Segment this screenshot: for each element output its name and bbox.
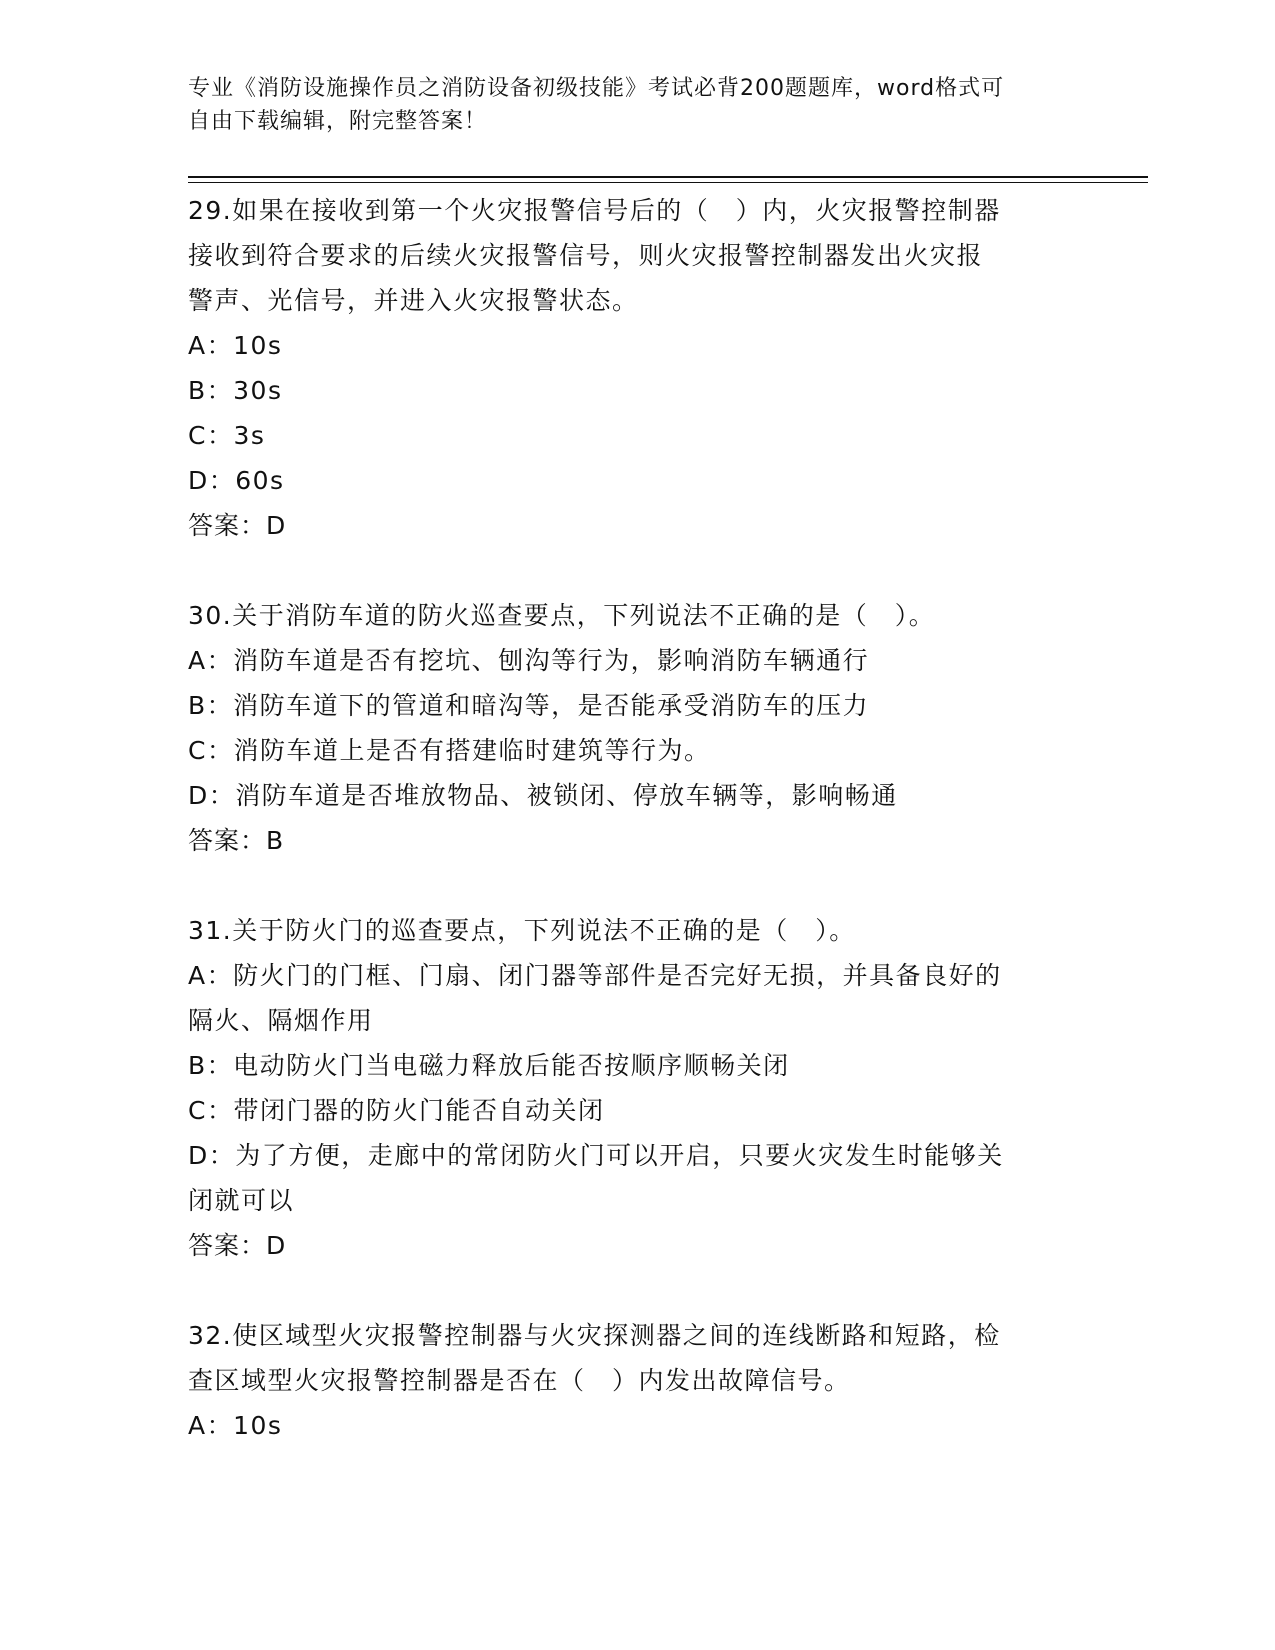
header-rule-thick [188, 176, 1148, 178]
question-30 [188, 593, 1068, 908]
option-d: D：60s [188, 466, 285, 495]
option-b: B：消防车道下的管道和暗沟等，是否能承受消防车的压力 [188, 691, 870, 720]
answer-line: 答案：D [188, 1231, 287, 1260]
option-a: A：10s [188, 1411, 283, 1440]
header-line-2: 自由下载编辑，附完整答案！ [188, 109, 488, 134]
answer-line: 答案：B [188, 826, 285, 855]
question-stem-line: 32.使区域型火灾报警控制器与火灾探测器之间的连线断路和短路，检 [188, 1321, 1001, 1350]
option-a: A：消防车道是否有挖坑、刨沟等行为，影响消防车辆通行 [188, 646, 870, 675]
question-stem-line: 29.如果在接收到第一个火灾报警信号后的（ ）内，火灾报警控制器 [188, 196, 1001, 225]
answer-line: 答案：D [188, 511, 287, 540]
option-d: D：消防车道是否堆放物品、被锁闭、停放车辆等，影响畅通 [188, 781, 898, 810]
option-a-continued: 隔火、隔烟作用 [188, 1006, 374, 1035]
header-rule-thin [188, 182, 1148, 183]
question-stem-line: 警声、光信号，并进入火灾报警状态。 [188, 286, 639, 315]
option-b: B：30s [188, 376, 283, 405]
option-d-continued: 闭就可以 [188, 1186, 295, 1215]
question-stem-line: 30.关于消防车道的防火巡查要点，下列说法不正确的是（ ）。 [188, 601, 936, 630]
document-header [188, 72, 1068, 138]
question-stem-line: 31.关于防火门的巡查要点，下列说法不正确的是（ ）。 [188, 916, 856, 945]
question-stem-line: 接收到符合要求的后续火灾报警信号，则火灾报警控制器发出火灾报 [188, 241, 984, 270]
option-c: C：3s [188, 421, 266, 450]
option-a: A：10s [188, 331, 283, 360]
option-a: A：防火门的门框、门扇、闭门器等部件是否完好无损，并具备良好的 [188, 961, 1002, 990]
question-stem-line: 查区域型火灾报警控制器是否在（ ）内发出故障信号。 [188, 1366, 851, 1395]
header-line-1: 专业《消防设施操作员之消防设备初级技能》考试必背200题题库，word格式可 [188, 76, 1005, 101]
question-31 [188, 908, 1068, 1313]
question-list [188, 188, 1068, 1448]
question-spacer [188, 1268, 1068, 1313]
question-spacer [188, 548, 1068, 593]
question-32 [188, 1313, 1068, 1448]
option-c: C：消防车道上是否有搭建临时建筑等行为。 [188, 736, 711, 765]
option-c: C：带闭门器的防火门能否自动关闭 [188, 1096, 605, 1125]
option-d: D：为了方便，走廊中的常闭防火门可以开启，只要火灾发生时能够关 [188, 1141, 1004, 1170]
question-spacer [188, 863, 1068, 908]
question-29 [188, 188, 1068, 593]
option-b: B：电动防火门当电磁力释放后能否按顺序顺畅关闭 [188, 1051, 790, 1080]
